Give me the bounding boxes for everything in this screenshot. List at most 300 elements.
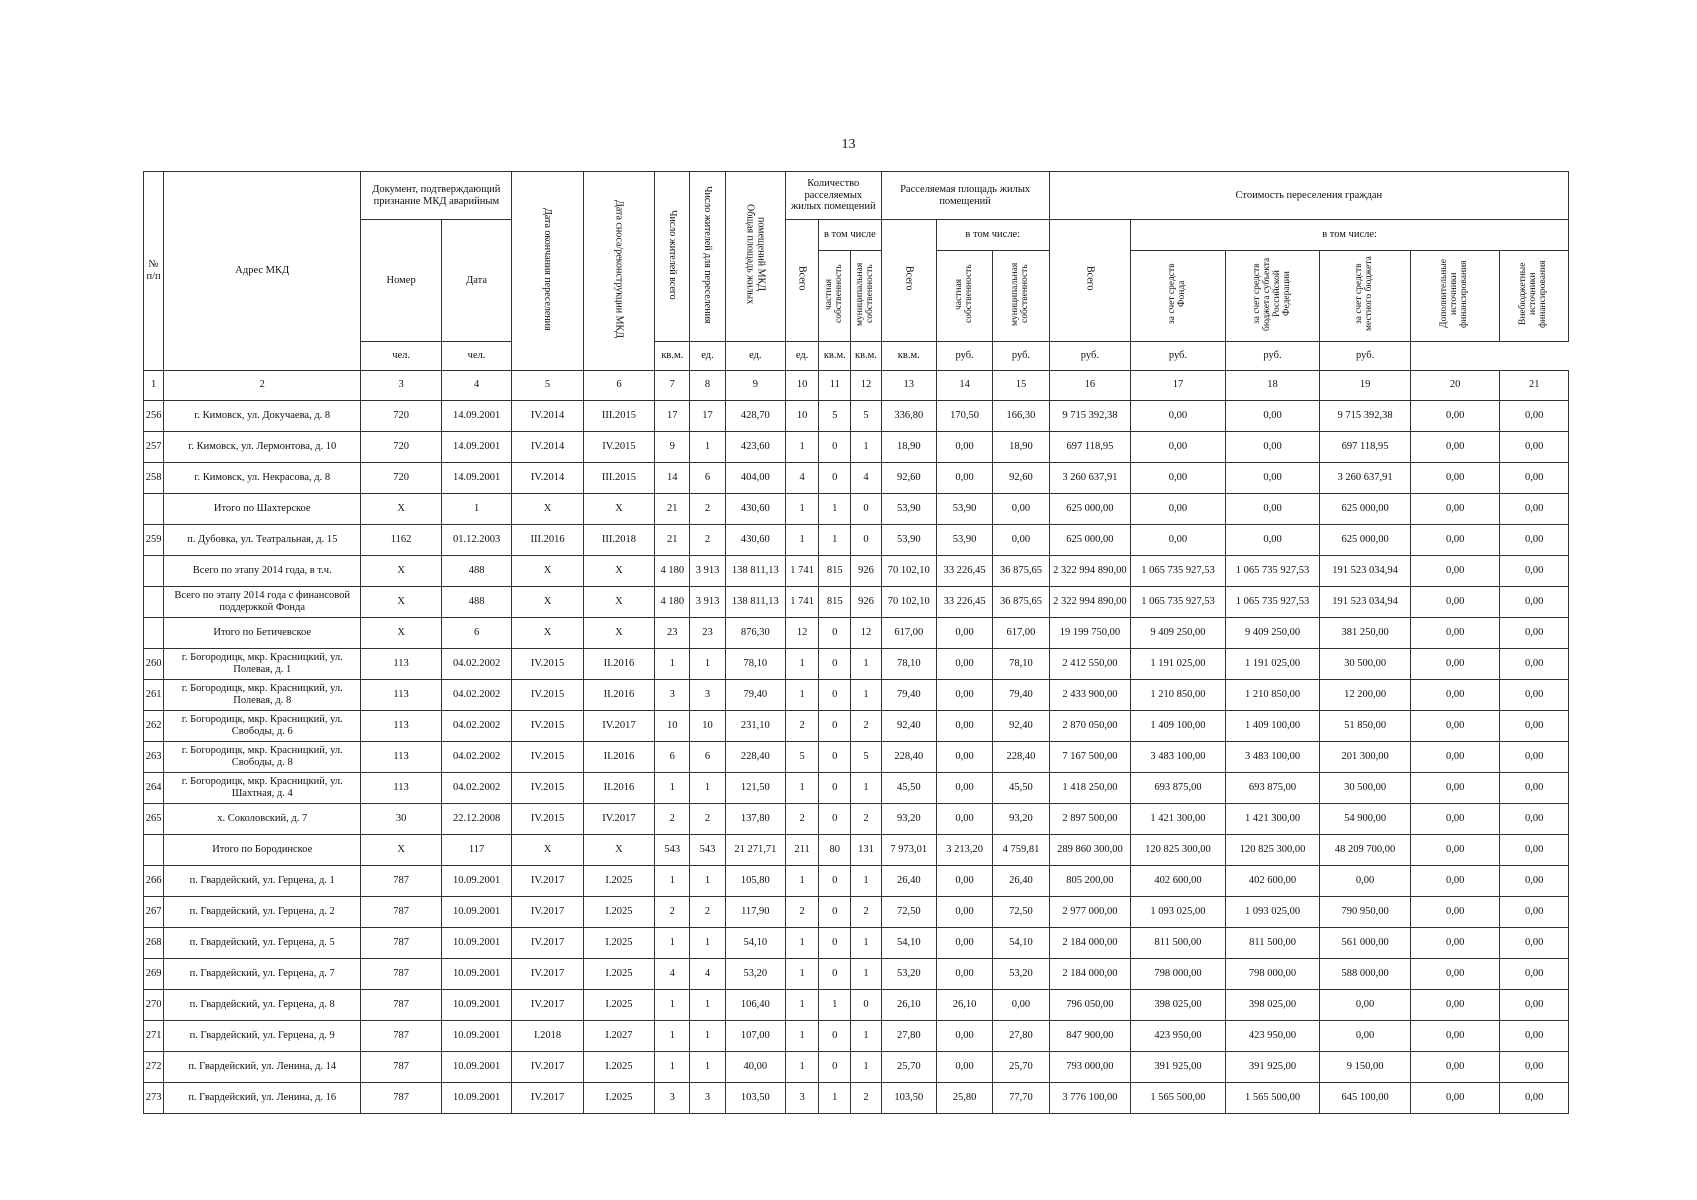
table-cell: 0 [819,1051,851,1082]
table-cell: 04.02.2002 [441,710,511,741]
header-address: Адрес МКД [164,172,361,371]
column-number: 13 [881,370,936,400]
table-cell: 191 523 034,94 [1320,586,1411,617]
table-cell: IV.2017 [512,958,583,989]
table-cell: 0,00 [1225,524,1320,555]
table-cell: 10.09.2001 [441,989,511,1020]
address-cell: п. Гвардейский, ул. Герцена, д. 2 [164,896,361,927]
column-number: 7 [655,370,690,400]
table-cell: 9 150,00 [1320,1051,1411,1082]
unit-cell: руб. [993,341,1049,370]
table-cell: 1 [655,989,690,1020]
table-cell: 92,40 [993,710,1049,741]
table-cell: 4 180 [655,555,690,586]
table-cell: 0,00 [1410,865,1500,896]
table-cell: 7 973,01 [881,834,936,865]
unit-cell: руб. [1320,341,1411,370]
table-cell: 0,00 [993,524,1049,555]
table-cell: 1 [786,989,819,1020]
table-row [144,772,1569,803]
table-cell: 0,00 [1410,803,1500,834]
table-cell: 10.09.2001 [441,927,511,958]
table-cell: 1 [786,648,819,679]
table-cell: 0,00 [1410,462,1500,493]
table-cell: 336,80 [881,400,936,431]
unit-cell: руб. [1131,341,1226,370]
table-cell: 0 [819,896,851,927]
table-cell: 1 [819,989,851,1020]
table-cell: 2 433 900,00 [1049,679,1131,710]
address-cell: г. Богородицк, мкр. Красницкий, ул. Шахтная, д. 4 [164,772,361,803]
table-cell: 53,20 [881,958,936,989]
unit-cell: ед. [786,341,819,370]
table-cell: 92,60 [881,462,936,493]
header-area-total [881,220,936,342]
table-cell: 1 [851,679,881,710]
table-cell: I.2025 [583,1082,654,1113]
table-cell: 0 [819,710,851,741]
table-cell: I.2025 [583,958,654,989]
column-number: 3 [361,370,442,400]
table-cell: 0,00 [1410,989,1500,1020]
table-cell: 27,80 [993,1020,1049,1051]
table-cell: 1 [786,431,819,462]
table-cell: 0,00 [1500,1051,1569,1082]
table-cell: 1 210 850,00 [1131,679,1226,710]
table-cell: 391 925,00 [1131,1051,1226,1082]
table-cell: 720 [361,400,442,431]
row-number-cell: 260 [144,648,164,679]
table-cell: 10.09.2001 [441,865,511,896]
column-number: 11 [819,370,851,400]
table-cell: 2 [851,1082,881,1113]
table-cell: 0,00 [1320,989,1411,1020]
table-cell: 625 000,00 [1049,524,1131,555]
table-cell: 2 897 500,00 [1049,803,1131,834]
table-cell: 561 000,00 [1320,927,1411,958]
table-cell: 0,00 [1500,927,1569,958]
table-cell: IV.2015 [583,431,654,462]
table-cell: 1 [786,679,819,710]
table-cell: 138 811,13 [725,586,785,617]
table-cell: 0,00 [1131,462,1226,493]
table-cell: 0 [851,524,881,555]
table-cell: 0,00 [1410,710,1500,741]
table-cell: X [583,834,654,865]
table-cell: 72,50 [993,896,1049,927]
column-number: 15 [993,370,1049,400]
table-cell: 617,00 [993,617,1049,648]
address-cell: Итого по Шахтерское [164,493,361,524]
table-cell: 793 000,00 [1049,1051,1131,1082]
unit-cell: ед. [725,341,785,370]
table-cell: 23 [690,617,725,648]
table-cell: 53,20 [725,958,785,989]
table-cell: 113 [361,648,442,679]
header-count-private [819,251,851,342]
unit-cell: чел. [361,341,442,370]
table-row [144,834,1569,865]
table-cell: 3 913 [690,555,725,586]
header-area-municipal-text: муниципальная собственность [1009,262,1030,326]
table-cell: 78,10 [881,648,936,679]
table-cell: 53,90 [936,493,992,524]
table-cell: 120 825 300,00 [1225,834,1320,865]
header-cost-extrabudget [1500,251,1569,342]
table-cell: 113 [361,741,442,772]
table-cell: 2 [690,524,725,555]
table-cell: 14.09.2001 [441,400,511,431]
table-cell: 0,00 [1500,958,1569,989]
table-cell: 0,00 [936,679,992,710]
table-cell: 04.02.2002 [441,741,511,772]
table-cell: 423 950,00 [1225,1020,1320,1051]
header-num: № п/п [144,172,164,371]
column-number: 21 [1500,370,1569,400]
table-cell: 1 [851,1051,881,1082]
table-cell: 121,50 [725,772,785,803]
table-cell: III.2015 [583,400,654,431]
row-number-cell: 257 [144,431,164,462]
table-cell: 720 [361,462,442,493]
table-cell: 117 [441,834,511,865]
table-cell: 787 [361,989,442,1020]
table-cell: 787 [361,1020,442,1051]
table-cell: 0 [851,493,881,524]
column-number-row [144,370,1569,400]
table-cell: 48 209 700,00 [1320,834,1411,865]
table-cell: 10.09.2001 [441,958,511,989]
table-cell: 2 [851,803,881,834]
table-cell: 1 065 735 927,53 [1225,555,1320,586]
header-cost-additional [1410,251,1500,342]
address-cell: п. Гвардейский, ул. Герцена, д. 7 [164,958,361,989]
unit-cell: руб. [1049,341,1131,370]
header-doc-group: Документ, подтверждающий признание МКД аварийным [361,172,512,220]
header-cost-incl: в том числе: [1131,220,1569,251]
table-cell: 170,50 [936,400,992,431]
table-cell: 430,60 [725,524,785,555]
table-cell: 0 [819,927,851,958]
column-number: 4 [441,370,511,400]
table-cell: 1 [690,772,725,803]
table-cell: 0,00 [1500,555,1569,586]
table-cell: 543 [690,834,725,865]
table-cell: 27,80 [881,1020,936,1051]
table-cell: I.2025 [583,865,654,896]
table-cell: 3 [690,1082,725,1113]
table-cell: 787 [361,896,442,927]
table-cell: 80 [819,834,851,865]
table-cell: 1162 [361,524,442,555]
table-cell: 1 741 [786,555,819,586]
table-cell: IV.2014 [512,400,583,431]
table-cell: 0,00 [1225,462,1320,493]
table-cell: 201 300,00 [1320,741,1411,772]
table-cell: 1 409 100,00 [1225,710,1320,741]
table-cell: X [512,586,583,617]
table-cell: 53,90 [936,524,992,555]
table-cell: 720 [361,431,442,462]
table-cell: 30 500,00 [1320,648,1411,679]
table-cell: IV.2017 [512,1082,583,1113]
table-cell: 1 [851,431,881,462]
table-cell: 3 [690,679,725,710]
table-cell: II.2016 [583,772,654,803]
table-cell: 0 [819,803,851,834]
table-cell: 2 [655,803,690,834]
table-cell: 0,00 [1500,679,1569,710]
table-cell: 191 523 034,94 [1320,555,1411,586]
table-row [144,679,1569,710]
row-number-cell: 259 [144,524,164,555]
table-cell: 0 [819,648,851,679]
table-cell: 18,90 [881,431,936,462]
table-cell: 811 500,00 [1131,927,1226,958]
table-cell: 117,90 [725,896,785,927]
table-cell: 1 [819,524,851,555]
table-cell: 0,00 [1500,493,1569,524]
table-cell: 04.02.2002 [441,648,511,679]
table-cell: 488 [441,555,511,586]
header-cost-group: Стоимость переселения граждан [1049,172,1568,220]
table-cell: 0,00 [1500,741,1569,772]
table-cell: 6 [441,617,511,648]
table-cell: 0,00 [1500,896,1569,927]
table-row [144,400,1569,431]
table-cell: 70 102,10 [881,555,936,586]
table-cell: 93,20 [881,803,936,834]
row-number-cell: 273 [144,1082,164,1113]
row-number-cell: 265 [144,803,164,834]
table-cell: IV.2017 [512,927,583,958]
table-cell: 625 000,00 [1049,493,1131,524]
address-cell: п. Гвардейский, ул. Герцена, д. 8 [164,989,361,1020]
table-cell: 6 [655,741,690,772]
table-cell: IV.2015 [512,710,583,741]
table-cell: 04.02.2002 [441,772,511,803]
table-cell: 0,00 [1131,524,1226,555]
table-cell: 0,00 [936,462,992,493]
row-number-cell: 256 [144,400,164,431]
header-area-group: Расселяемая площадь жилых помещений [881,172,1049,220]
table-cell: 1 [851,958,881,989]
column-number: 19 [1320,370,1411,400]
table-cell: 77,70 [993,1082,1049,1113]
row-number-cell: 267 [144,896,164,927]
table-cell: 2 [690,896,725,927]
table-cell: 0,00 [1500,400,1569,431]
table-cell: X [512,493,583,524]
table-cell: 0,00 [936,896,992,927]
table-cell: 30 [361,803,442,834]
table-cell: 79,40 [993,679,1049,710]
row-number-cell: 264 [144,772,164,803]
table-cell: 0 [819,679,851,710]
table-cell: 697 118,95 [1049,431,1131,462]
row-number-cell: 272 [144,1051,164,1082]
table-row [144,1082,1569,1113]
table-cell: X [361,493,442,524]
unit-cell: кв.м. [819,341,851,370]
table-cell: 2 184 000,00 [1049,927,1131,958]
table-cell: 113 [361,679,442,710]
unit-cell: ед. [690,341,725,370]
table-cell: 0,00 [936,865,992,896]
table-cell: 0 [819,617,851,648]
table-cell: 398 025,00 [1225,989,1320,1020]
table-cell: 228,40 [993,741,1049,772]
table-cell: 3 [786,1082,819,1113]
table-cell: 78,10 [993,648,1049,679]
table-cell: 9 409 250,00 [1225,617,1320,648]
header-count-municipal [851,251,881,342]
table-cell: 21 [655,524,690,555]
table-body [144,370,1569,1113]
table-cell: 21 [655,493,690,524]
table-cell: 1 [655,1051,690,1082]
table-cell: 3 260 637,91 [1049,462,1131,493]
table-cell: 790 950,00 [1320,896,1411,927]
table-cell: I.2018 [512,1020,583,1051]
table-cell: X [512,834,583,865]
table-cell: IV.2017 [583,803,654,834]
table-cell: II.2016 [583,648,654,679]
table-cell: 402 600,00 [1131,865,1226,896]
header-area-incl: в том числе: [936,220,1049,251]
table-cell: 926 [851,555,881,586]
row-number-cell [144,493,164,524]
table-cell: 787 [361,1082,442,1113]
table-cell: 1 565 500,00 [1225,1082,1320,1113]
table-cell: 0,00 [936,648,992,679]
table-cell: 36 875,65 [993,586,1049,617]
row-number-cell: 262 [144,710,164,741]
row-number-cell: 269 [144,958,164,989]
table-row [144,989,1569,1020]
column-number: 1 [144,370,164,400]
table-cell: 1 [786,865,819,896]
table-cell: 10 [690,710,725,741]
table-cell: 0,00 [1410,679,1500,710]
table-cell: 7 167 500,00 [1049,741,1131,772]
header-cost-subject-text: за счет средств бюджета субъекта Российской Федерации [1251,257,1292,331]
table-cell: 926 [851,586,881,617]
table-row [144,896,1569,927]
table-cell: 1 [851,648,881,679]
header-residents-planned-text: Число жителей для переселения [702,185,714,324]
table-cell: 45,50 [993,772,1049,803]
table-cell: 51 850,00 [1320,710,1411,741]
table-cell: 693 875,00 [1131,772,1226,803]
table-cell: 14 [655,462,690,493]
table-cell: 0,00 [1410,834,1500,865]
table-cell: 25,70 [881,1051,936,1082]
table-cell: IV.2017 [512,865,583,896]
table-cell: 0 [819,865,851,896]
table-cell: 0,00 [1500,710,1569,741]
table-cell: 423 950,00 [1131,1020,1226,1051]
table-cell: 0,00 [936,741,992,772]
table-cell: 0,00 [936,803,992,834]
table-cell: 2 [851,710,881,741]
table-row [144,462,1569,493]
table-cell: 1 [819,493,851,524]
table-cell: 811 500,00 [1225,927,1320,958]
table-cell: 4 [690,958,725,989]
table-cell: 2 184 000,00 [1049,958,1131,989]
header-count-group: Количество расселяемых жилых помещений [786,172,882,220]
table-cell: 1 [690,1051,725,1082]
table-cell: 1 [786,927,819,958]
table-cell: 72,50 [881,896,936,927]
table-cell: 3 [655,679,690,710]
table-cell: 93,20 [993,803,1049,834]
column-number: 8 [690,370,725,400]
table-cell: 33 226,45 [936,555,992,586]
table-row [144,555,1569,586]
table-cell: 4 [786,462,819,493]
row-number-cell: 261 [144,679,164,710]
table-cell: 787 [361,958,442,989]
table-cell: X [361,586,442,617]
table-cell: 0,00 [1410,493,1500,524]
header-count-total [786,220,819,342]
header-resettle-end [512,172,583,371]
column-number: 20 [1410,370,1500,400]
header-resettle-end-text: Дата окончания переселения [542,207,554,331]
table-cell: 26,10 [936,989,992,1020]
header-residents-planned [690,172,725,342]
row-number-cell: 270 [144,989,164,1020]
table-cell: 787 [361,865,442,896]
table-cell: 588 000,00 [1320,958,1411,989]
table-cell: 2 [786,896,819,927]
table-cell: 787 [361,1051,442,1082]
resettlement-table [143,171,1569,1114]
address-cell: г. Кимовск, ул. Лермонтова, д. 10 [164,431,361,462]
table-cell: 10.09.2001 [441,1082,511,1113]
table-cell: 53,90 [881,493,936,524]
table-cell: IV.2015 [512,679,583,710]
table-cell: 228,40 [725,741,785,772]
table-cell: 33 226,45 [936,586,992,617]
table-cell: 2 [786,803,819,834]
table-cell: 0,00 [1225,493,1320,524]
table-cell: 23 [655,617,690,648]
table-cell: 1 093 025,00 [1225,896,1320,927]
table-cell: 9 715 392,38 [1320,400,1411,431]
table-cell: IV.2017 [512,1051,583,1082]
table-cell: IV.2015 [512,648,583,679]
table-cell: 1 210 850,00 [1225,679,1320,710]
table-cell: 0,00 [1410,1082,1500,1113]
unit-cell: руб. [1225,341,1320,370]
row-number-cell [144,555,164,586]
table-cell: 2 [851,896,881,927]
header-residents-total [655,172,690,342]
table-cell: X [583,586,654,617]
address-cell: Всего по этапу 2014 года, в т.ч. [164,555,361,586]
table-cell: 1 [690,431,725,462]
table-cell: IV.2017 [583,710,654,741]
table-cell: 231,10 [725,710,785,741]
table-cell: 404,00 [725,462,785,493]
header-total-area-text: Общая площадь жилых помещений МКД [744,204,767,305]
table-cell: 53,20 [993,958,1049,989]
table-cell: 138 811,13 [725,555,785,586]
header-demolition-text: Дата сноса/реконструкции МКД [613,200,625,338]
